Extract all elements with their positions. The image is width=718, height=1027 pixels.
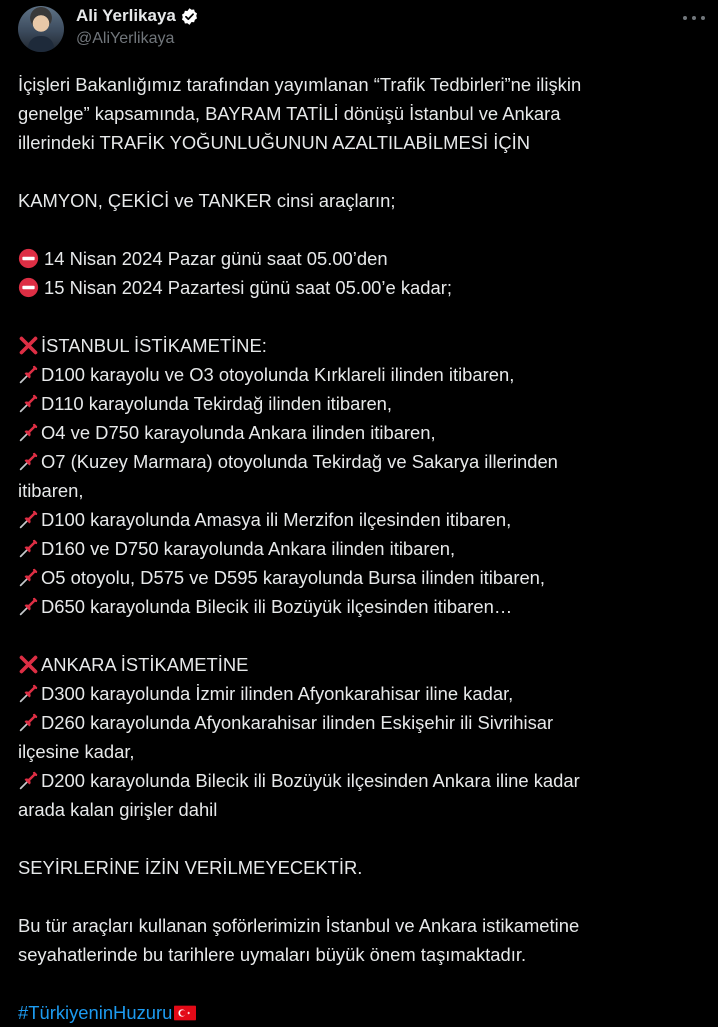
warning-line: SEYİRLERİNE İZİN VERİLMEYECEKTİR. — [18, 857, 363, 878]
closing-line: Bu tür araçları kullanan şoförlerimizin İstanbul ve Ankara istikametine — [18, 915, 580, 936]
istanbul-title: İSTANBUL İSTİKAMETİNE: — [18, 331, 698, 360]
tweet-header — [18, 4, 708, 52]
pushpin-icon — [18, 770, 39, 791]
pushpin-icon — [18, 567, 39, 588]
closing-line: seyahatlerinde bu tarihlere uymaları büyük önem taşımaktadır. — [18, 944, 527, 965]
author-handle[interactable]: @AliYerlikaya — [76, 30, 175, 47]
hashtag-line — [18, 998, 698, 1027]
route-item: D200 karayolunda Bilecik ili Bozüyük ilçesinden Ankara iline kadar — [18, 766, 698, 795]
pushpin-icon — [18, 451, 39, 472]
more-options-icon[interactable] — [682, 8, 708, 28]
cross-mark-icon — [18, 335, 39, 356]
turkey-flag-icon — [174, 1005, 196, 1021]
ankara-title: ANKARA İSTİKAMETİNE — [18, 650, 698, 679]
intro-line: İçişleri Bakanlığımız tarafından yayımlanan “Trafik Tedbirleri”ne ilişkin — [18, 74, 582, 95]
route-item-continued: itibaren, — [18, 480, 84, 501]
route-item: O5 otoyolu, D575 ve D595 karayolunda Bursa ilinden itibaren, — [18, 563, 698, 592]
pushpin-icon — [18, 393, 39, 414]
route-item: O7 (Kuzey Marmara) otoyolunda Tekirdağ ve Sakarya illerinden — [18, 447, 698, 476]
route-item-continued: ilçesine kadar, — [18, 741, 135, 762]
route-item: D650 karayolunda Bilecik ili Bozüyük ilçesinden itibaren… — [18, 592, 698, 621]
date-line: 15 Nisan 2024 Pazartesi günü saat 05.00’e kadar; — [18, 273, 698, 302]
intro-line: illerindeki TRAFİK YOĞUNLUĞUNUN AZALTILABİLMESİ İÇİN — [18, 132, 530, 153]
author-name-row — [76, 6, 199, 26]
pushpin-icon — [18, 422, 39, 443]
intro-line: genelge” kapsamında, BAYRAM TATİLİ dönüşü İstanbul ve Ankara — [18, 103, 561, 124]
pushpin-icon — [18, 364, 39, 385]
route-item: D110 karayolunda Tekirdağ ilinden itibaren, — [18, 389, 698, 418]
tweet-text — [18, 70, 698, 1027]
route-item: D100 karayolunda Amasya ili Merzifon ilçesinden itibaren, — [18, 505, 698, 534]
route-item: D300 karayolunda İzmir ilinden Afyonkarahisar iline kadar, — [18, 679, 698, 708]
route-item: D100 karayolu ve O3 otoyolunda Kırklareli ilinden itibaren, — [18, 360, 698, 389]
hashtag-link[interactable]: #TürkiyeninHuzuru — [18, 1002, 173, 1023]
author-name[interactable]: Ali Yerlikaya — [76, 6, 176, 25]
route-item: D260 karayolunda Afyonkarahisar ilinden Eskişehir ili Sivrihisar — [18, 708, 698, 737]
pushpin-icon — [18, 596, 39, 617]
pushpin-icon — [18, 712, 39, 733]
cross-mark-icon — [18, 654, 39, 675]
date-line: 14 Nisan 2024 Pazar günü saat 05.00’den — [18, 244, 698, 273]
no-entry-icon — [18, 277, 39, 298]
pushpin-icon — [18, 509, 39, 530]
pushpin-icon — [18, 538, 39, 559]
avatar[interactable] — [18, 6, 64, 52]
vehicles-line: KAMYON, ÇEKİCİ ve TANKER cinsi araçların; — [18, 190, 396, 211]
pushpin-icon — [18, 683, 39, 704]
route-item: D160 ve D750 karayolunda Ankara ilinden itibaren, — [18, 534, 698, 563]
verified-badge-icon — [180, 7, 199, 26]
route-item: O4 ve D750 karayolunda Ankara ilinden itibaren, — [18, 418, 698, 447]
route-item-continued: arada kalan girişler dahil — [18, 799, 218, 820]
no-entry-icon — [18, 248, 39, 269]
